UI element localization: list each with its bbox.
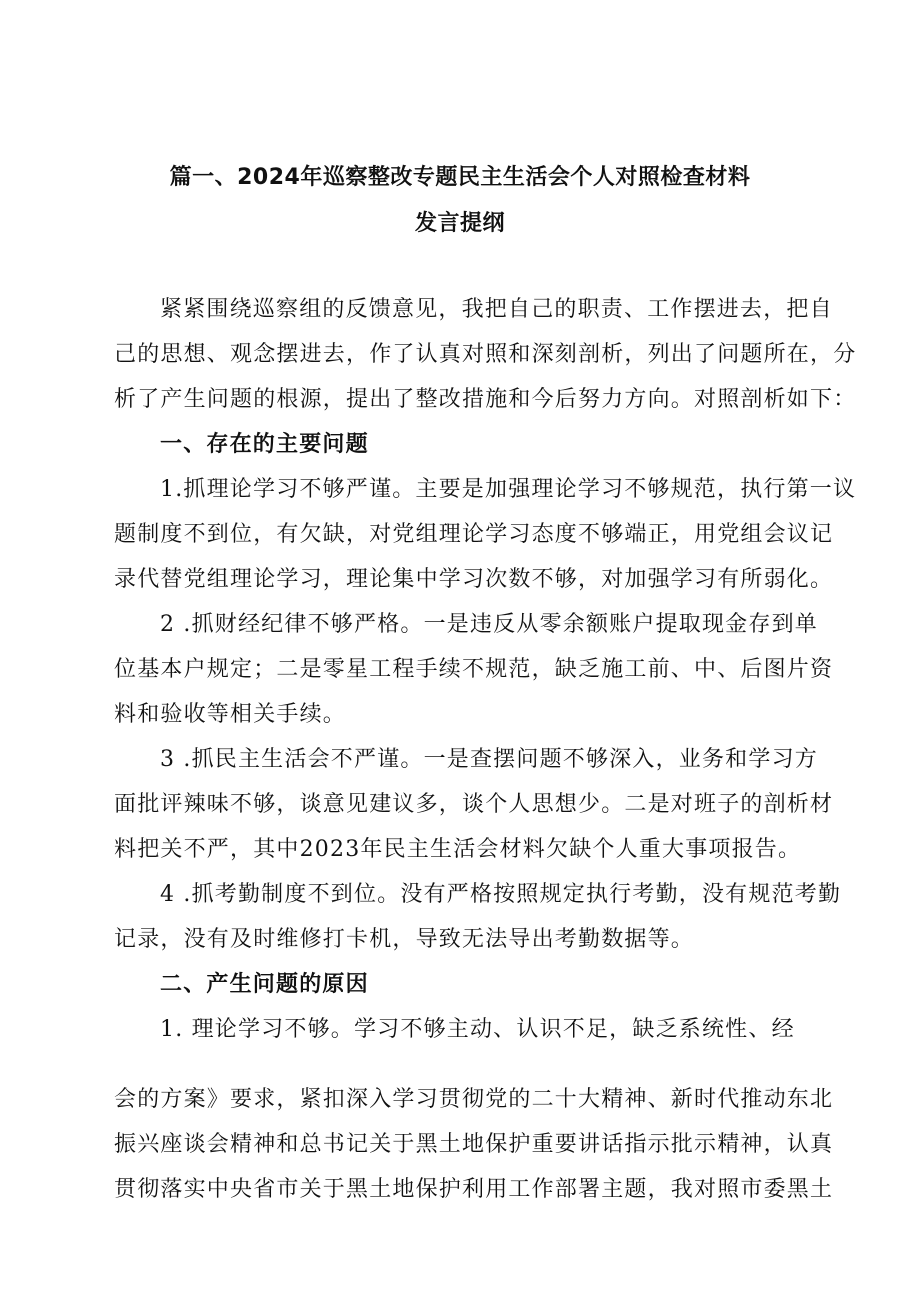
paragraph-line: 己的思想、观念摆进去，作了认真对照和深刻剖析，列出了问题所在，分 [114, 342, 857, 367]
paragraph-line: 录代替党组理论学习，理论集中学习次数不够，对加强学习有所弱化。 [114, 567, 834, 592]
paragraph-line: 振兴座谈会精神和总书记关于黑土地保护重要讲话指示批示精神，认真 [114, 1132, 834, 1157]
document-subtitle: 发言提纲 [414, 211, 505, 236]
paragraph-line: 料把关不严，其中2023年民主生活会材料欠缺个人重大事项报告。 [114, 837, 802, 862]
paragraph-line: 面批评辣味不够，谈意见建议多，谈个人思想少。二是对班子的剖析材 [114, 792, 834, 817]
paragraph-line: 1.抓理论学习不够严谨。主要是加强理论学习不够规范，执行第一议 [160, 477, 857, 502]
paragraph-line: 析了产生问题的根源，提出了整改措施和今后努力方向。对照剖析如下： [114, 387, 857, 412]
paragraph-line: 4 .抓考勤制度不到位。没有严格按照规定执行考勤，没有规范考勤 [160, 882, 842, 907]
paragraph-line: 2 .抓财经纪律不够严格。一是违反从零余额账户提取现金存到单 [160, 612, 818, 637]
section-heading: 二、产生问题的原因 [160, 972, 369, 997]
paragraph-line: 记录，没有及时维修打卡机，导致无法导出考勤数据等。 [114, 927, 695, 952]
section-heading: 一、存在的主要问题 [160, 432, 369, 457]
paragraph-line: 3 .抓民主生活会不严谨。一是查摆问题不够深入，业务和学习方 [160, 747, 818, 772]
paragraph-line: 贯彻落实中央省市关于黑土地保护利用工作部署主题，我对照市委黑土 [114, 1177, 834, 1202]
paragraph-line: 1. 理论学习不够。学习不够主动、认识不足，缺乏系统性、经 [160, 1017, 795, 1042]
paragraph-line: 题制度不到位，有欠缺，对党组理论学习态度不够端正，用党组会议记 [114, 522, 834, 547]
paragraph-line: 会的方案》要求，紧扣深入学习贯彻党的二十大精神、新时代推动东北 [114, 1087, 834, 1112]
paragraph-line: 位基本户规定；二是零星工程手续不规范，缺乏施工前、中、后图片资 [114, 657, 834, 682]
document-title: 篇一、2024年巡察整改专题民主生活会个人对照检查材料 [169, 165, 751, 190]
paragraph-line: 料和验收等相关手续。 [114, 702, 347, 727]
paragraph-line: 紧紧围绕巡察组的反馈意见，我把自己的职责、工作摆进去，把自 [160, 297, 833, 322]
